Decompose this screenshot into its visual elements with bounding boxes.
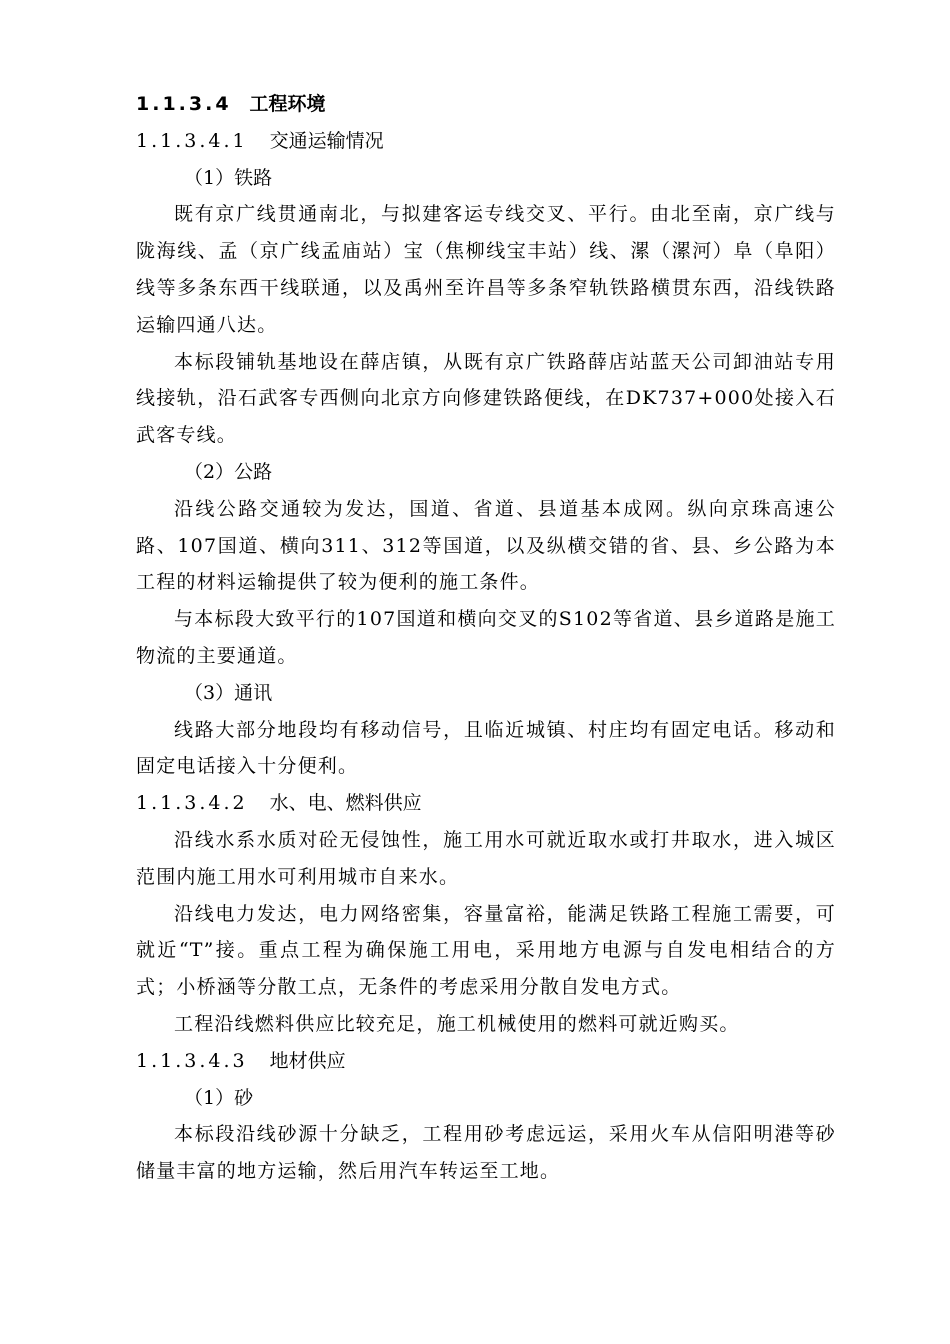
paragraph-sand: 本标段沿线砂源十分缺乏，工程用砂考虑远运，采用火车从信阳明港等砂储量丰富的地方运输，然后用汽车转运至工地。: [136, 1123, 836, 1183]
paragraph-communication: 线路大部分地段均有移动信号，且临近城镇、村庄均有固定电话。移动和固定电话接入十分便利。: [136, 718, 836, 778]
paragraph-highway-1: 沿线公路交通较为发达，国道、省道、县道基本成网。纵向京珠高速公路、107国道、横向311、312等国道，以及纵横交错的省、县、乡公路为本工程的材料运输提供了较为便利的施工条件。: [136, 497, 836, 594]
subsection-title: 交通运输情况: [269, 129, 384, 152]
paragraph-railway-1: 既有京广线贯通南北，与拟建客运专线交叉、平行。由北至南，京广线与陇海线、孟（京广线孟庙站）宝（焦柳线宝丰站）线、漯（漯河）阜（阜阳）线等多条东西干线联通，以及禹州至许昌等多条窄轨铁路横贯东西，沿线铁路运输四通八达。: [136, 203, 836, 336]
item-sand: （1）砂: [184, 1086, 254, 1109]
subsection-heading-1-1-3-4-2: [136, 785, 836, 822]
subsection-heading-1-1-3-4-3: [136, 1043, 836, 1080]
section-heading-1-1-3-4: [136, 86, 836, 123]
section-title: 工程环境: [249, 93, 326, 115]
paragraph-highway-2: 与本标段大致平行的107国道和横向交叉的S102等省道、县乡道路是施工物流的主要通道。: [136, 608, 836, 667]
section-number: 1.1.3.4: [136, 93, 232, 115]
paragraph-fuel: 工程沿线燃料供应比较充足，施工机械使用的燃料可就近购买。: [174, 1012, 740, 1035]
item-highway: （2）公路: [184, 460, 273, 483]
item-communication: （3）通讯: [184, 681, 273, 704]
subsection-title: 地材供应: [269, 1049, 346, 1072]
paragraph-water: 沿线水系水质对砼无侵蚀性，施工用水可就近取水或打井取水，进入城区范围内施工用水可利用城市自来水。: [136, 828, 836, 888]
subsection-number: 1.1.3.4.1: [136, 129, 248, 152]
subsection-number: 1.1.3.4.2: [136, 792, 248, 815]
subsection-title: 水、电、燃料供应: [269, 792, 422, 815]
subsection-heading-1-1-3-4-1: [136, 123, 836, 160]
item-railway: （1）铁路: [184, 166, 273, 189]
paragraph-railway-2: 本标段铺轨基地设在薛店镇，从既有京广铁路薛店站蓝天公司卸油站专用线接轨，沿石武客专西侧向北京方向修建铁路便线，在DK737+000处接入石武客专线。: [136, 350, 836, 447]
paragraph-electricity: 沿线电力发达，电力网络密集，容量富裕，能满足铁路工程施工需要，可就近“T”接。重点工程为确保施工用电，采用地方电源与自发电相结合的方式；小桥涵等分散工点，无条件的考虑采用分散自发电方式。: [136, 902, 836, 999]
subsection-number: 1.1.3.4.3: [136, 1049, 248, 1072]
document-body: [136, 86, 836, 1190]
